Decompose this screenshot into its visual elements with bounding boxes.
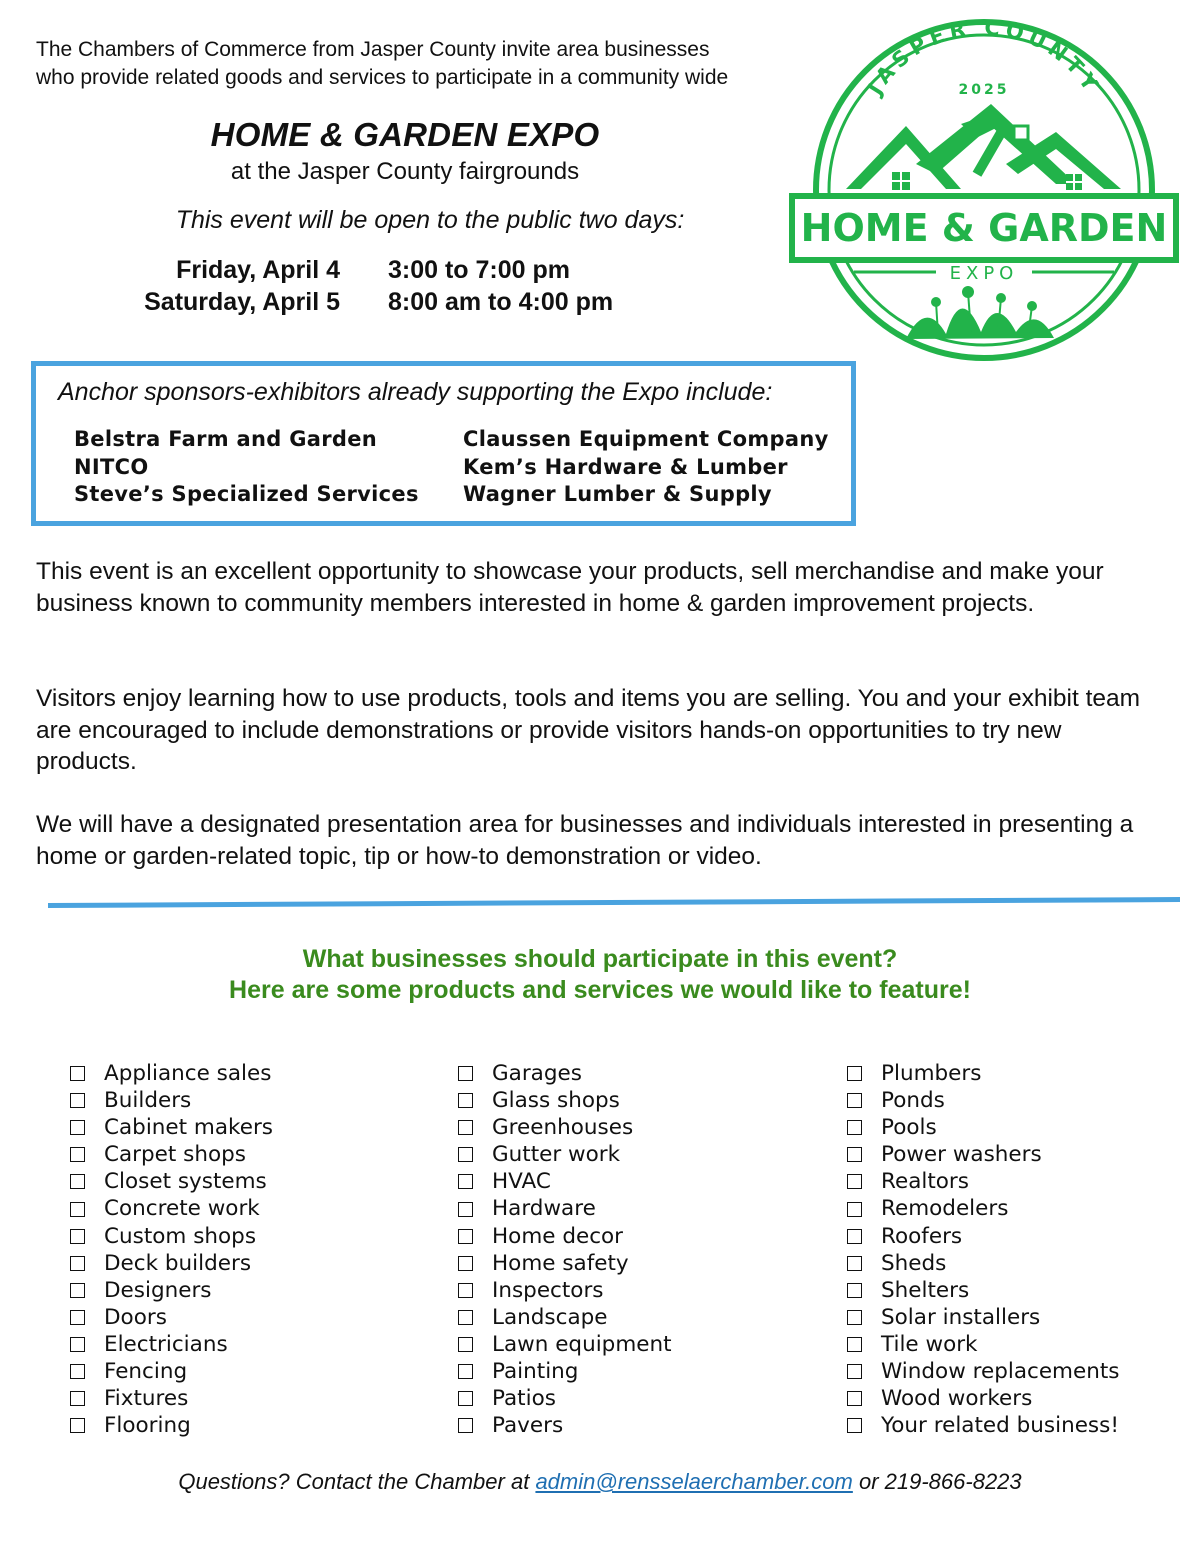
- checklist-item: [847, 1168, 1119, 1195]
- checklist-item: [70, 1385, 273, 1412]
- logo-year: 2025: [958, 82, 1010, 98]
- sponsors-right-column: [463, 426, 829, 509]
- checklist-label: Window replacements: [881, 1359, 1120, 1385]
- event-schedule: [100, 256, 700, 320]
- checklist-label: Pavers: [492, 1413, 564, 1439]
- checkbox-icon[interactable]: [70, 1364, 85, 1379]
- checklist-item: [458, 1141, 672, 1168]
- intro-text: [36, 36, 826, 92]
- checklist-column-2: [458, 1060, 672, 1439]
- checkbox-icon[interactable]: [458, 1310, 473, 1325]
- checkbox-icon[interactable]: [70, 1229, 85, 1244]
- checklist-label: Home safety: [492, 1250, 629, 1276]
- checkbox-icon[interactable]: [847, 1310, 862, 1325]
- checklist-label: Inspectors: [492, 1277, 604, 1303]
- checkbox-icon[interactable]: [847, 1174, 862, 1189]
- checklist-column-1: [70, 1060, 273, 1439]
- schedule-day: Friday, April 4: [176, 256, 340, 284]
- checkbox-icon[interactable]: [70, 1418, 85, 1433]
- checklist-label: Plumbers: [881, 1061, 982, 1086]
- checklist-item: [70, 1358, 273, 1385]
- checkbox-icon[interactable]: [458, 1391, 473, 1406]
- checklist-label: Power washers: [881, 1142, 1042, 1168]
- sponsors-box: [31, 361, 856, 526]
- checklist-item: [458, 1114, 672, 1141]
- expo-logo: [786, 14, 1182, 376]
- checkbox-icon[interactable]: [70, 1283, 85, 1298]
- checklist-label: Wood workers: [881, 1386, 1033, 1412]
- checklist-item: [458, 1385, 672, 1412]
- checklist-item: [70, 1060, 273, 1087]
- checkbox-icon[interactable]: [458, 1256, 473, 1271]
- checkbox-icon[interactable]: [847, 1147, 862, 1162]
- schedule-time: 3:00 to 7:00 pm: [388, 256, 571, 284]
- expo-open-note: This event will be open to the public two days:: [175, 206, 685, 234]
- checkbox-icon[interactable]: [70, 1174, 85, 1189]
- checklist-item: [70, 1304, 273, 1331]
- checkbox-icon[interactable]: [458, 1283, 473, 1298]
- checkbox-icon[interactable]: [458, 1418, 473, 1433]
- checkbox-icon[interactable]: [458, 1337, 473, 1352]
- checklist-label: Remodelers: [881, 1196, 1009, 1222]
- checklist-label: Realtors: [881, 1169, 969, 1195]
- contact-email-link[interactable]: admin@rensselaerchamber.com: [535, 1469, 853, 1494]
- checkbox-icon[interactable]: [847, 1283, 862, 1298]
- sponsor-name: Kem’s Hardware & Lumber: [463, 454, 788, 479]
- checklist-item: [847, 1385, 1119, 1412]
- checklist-label: Gutter work: [492, 1142, 621, 1168]
- checkbox-icon[interactable]: [70, 1093, 85, 1108]
- checklist-label: Doors: [104, 1304, 167, 1330]
- checklist-item: [458, 1358, 672, 1385]
- paragraph-presentation: We will have a designated presentation area for businesses and individuals interested in presenting a home or garden-related topic, tip or how-to demonstration or video.: [36, 811, 1134, 870]
- paragraph-opportunity: This event is an excellent opportunity to showcase your products, sell merchandise and make your business known to community members interested in home & garden improvement projects.: [36, 558, 1104, 617]
- checkbox-icon[interactable]: [70, 1147, 85, 1162]
- checklist-item: [847, 1195, 1119, 1222]
- checklist-label: Landscape: [492, 1304, 608, 1330]
- checkbox-icon[interactable]: [458, 1066, 473, 1081]
- intro-line-2: who provide related goods and services to participate in a community wide: [36, 66, 729, 89]
- checkbox-icon[interactable]: [847, 1391, 862, 1406]
- checklist-label: Custom shops: [104, 1223, 257, 1249]
- checklist-item: [458, 1250, 672, 1277]
- feature-question: What businesses should participate in this event?: [302, 945, 898, 973]
- checkbox-icon[interactable]: [847, 1229, 862, 1244]
- checkbox-icon[interactable]: [847, 1256, 862, 1271]
- schedule-time: 8:00 am to 4:00 pm: [388, 288, 614, 316]
- checklist-label: Home decor: [492, 1223, 624, 1249]
- sponsor-name: NITCO: [74, 454, 149, 479]
- checklist-item: [847, 1060, 1119, 1087]
- garden-plants-icon: [906, 286, 1054, 339]
- checklist-label: Cabinet makers: [104, 1115, 273, 1141]
- checkbox-icon[interactable]: [70, 1202, 85, 1217]
- checklist-item: [458, 1168, 672, 1195]
- checkbox-icon[interactable]: [70, 1066, 85, 1081]
- checklist-item: [458, 1060, 672, 1087]
- intro-line-1: The Chambers of Commerce from Jasper County invite area businesses: [36, 38, 710, 61]
- checkbox-icon[interactable]: [847, 1364, 862, 1379]
- sponsors-left-column: [74, 426, 419, 509]
- checklist-label: Fencing: [104, 1359, 188, 1385]
- checklist-item: [847, 1277, 1119, 1304]
- sponsor-name: Claussen Equipment Company: [463, 427, 829, 451]
- checklist-label: Glass shops: [492, 1088, 620, 1114]
- checkbox-icon[interactable]: [847, 1093, 862, 1108]
- sponsor-name: Wagner Lumber & Supply: [463, 482, 772, 506]
- checklist-label: Deck builders: [104, 1250, 252, 1276]
- expo-title: HOME & GARDEN EXPO: [210, 116, 600, 153]
- checkbox-icon[interactable]: [70, 1391, 85, 1406]
- expo-location: at the Jasper County fairgrounds: [230, 158, 580, 185]
- checklist-item: [70, 1114, 273, 1141]
- checkbox-icon[interactable]: [458, 1120, 473, 1135]
- checklist-item: [458, 1087, 672, 1114]
- contact-footer: [0, 1469, 1200, 1495]
- logo-subtitle: EXPO: [949, 263, 1019, 284]
- checklist-label: Concrete work: [104, 1196, 260, 1222]
- logo-arc-text: JASPER COUNTY: [862, 15, 1106, 100]
- checklist-item: [847, 1114, 1119, 1141]
- checklist-label: Solar installers: [881, 1304, 1041, 1330]
- checkbox-icon[interactable]: [458, 1364, 473, 1379]
- checklist-label: Greenhouses: [492, 1115, 634, 1141]
- checkbox-icon[interactable]: [70, 1337, 85, 1352]
- checklist-item: [847, 1087, 1119, 1114]
- checklist-item: [70, 1412, 273, 1439]
- checkbox-icon[interactable]: [847, 1120, 862, 1135]
- checklist-label: Hardware: [492, 1196, 596, 1222]
- checklist-label: Carpet shops: [104, 1142, 246, 1168]
- checklist-item: [458, 1195, 672, 1222]
- checklist-column-3: [847, 1060, 1119, 1439]
- checklist-item: [70, 1141, 273, 1168]
- checkbox-icon[interactable]: [458, 1202, 473, 1217]
- section-divider: [48, 897, 1180, 909]
- checklist-label: Builders: [104, 1088, 192, 1114]
- checklist-item: [70, 1195, 273, 1222]
- expo-logo-graphic: [786, 14, 1182, 376]
- footer-prefix: Questions? Contact the Chamber at: [178, 1469, 536, 1494]
- checklist-item: [458, 1277, 672, 1304]
- checklist-item: [458, 1412, 672, 1439]
- checklist-label: Lawn equipment: [492, 1331, 672, 1357]
- checkbox-icon[interactable]: [847, 1202, 862, 1217]
- checklist-item: [847, 1331, 1119, 1358]
- checklist-label: Designers: [104, 1277, 212, 1303]
- checklist-item: [847, 1250, 1119, 1277]
- checkbox-icon[interactable]: [70, 1256, 85, 1271]
- checkbox-icon[interactable]: [847, 1337, 862, 1352]
- logo-title: HOME & GARDEN: [800, 206, 1168, 250]
- checklist-label: Your related business!: [881, 1413, 1119, 1439]
- feature-answer: Here are some products and services we would like to feature!: [229, 976, 971, 1004]
- schedule-row: [100, 288, 700, 320]
- checklist-item: [847, 1358, 1119, 1385]
- checkbox-icon[interactable]: [847, 1066, 862, 1081]
- sponsors-heading: Anchor sponsors-exhibitors already supporting the Expo include:: [58, 378, 773, 406]
- sponsor-name: Steve’s Specialized Services: [74, 482, 419, 506]
- footer-suffix: or 219-866-8223: [852, 1469, 1022, 1494]
- checklist-label: Fixtures: [104, 1386, 189, 1412]
- checklist-item: [70, 1168, 273, 1195]
- checkbox-icon[interactable]: [70, 1310, 85, 1325]
- checklist-item: [458, 1223, 672, 1250]
- checklist-label: Patios: [492, 1386, 556, 1412]
- checklist-label: Electricians: [104, 1331, 228, 1357]
- checkbox-icon[interactable]: [847, 1418, 862, 1433]
- checklist-item: [70, 1277, 273, 1304]
- checklist-item: [70, 1331, 273, 1358]
- checklist-item: [847, 1223, 1119, 1250]
- schedule-day: Saturday, April 5: [144, 288, 340, 316]
- checkbox-icon[interactable]: [458, 1147, 473, 1162]
- schedule-row: [100, 256, 700, 288]
- checklist-label: Shelters: [881, 1277, 970, 1303]
- checklist-label: Closet systems: [104, 1169, 267, 1195]
- checklist-label: Painting: [492, 1359, 579, 1385]
- checklist-item: [70, 1250, 273, 1277]
- checklist-item: [847, 1412, 1119, 1439]
- checklist-label: Tile work: [881, 1331, 978, 1357]
- checklist-item: [70, 1223, 273, 1250]
- checklist-item: [847, 1141, 1119, 1168]
- checkbox-icon[interactable]: [458, 1174, 473, 1189]
- checklist-item: [458, 1304, 672, 1331]
- paragraph-visitors: Visitors enjoy learning how to use products, tools and items you are selling. You and your exhibit team are encouraged to include demonstrations or provide visitors hands-on opportunities to try new products.: [36, 685, 1141, 775]
- checklist-label: Sheds: [881, 1250, 947, 1276]
- checklist-label: Ponds: [881, 1088, 945, 1114]
- checklist-label: Garages: [492, 1061, 582, 1086]
- checklist-item: [458, 1331, 672, 1358]
- checklist-item: [847, 1304, 1119, 1331]
- checklist-label: Appliance sales: [104, 1061, 272, 1086]
- checklist-label: Pools: [881, 1115, 937, 1141]
- checklist-label: HVAC: [492, 1169, 551, 1195]
- checkbox-icon[interactable]: [70, 1120, 85, 1135]
- checkbox-icon[interactable]: [458, 1229, 473, 1244]
- checkbox-icon[interactable]: [458, 1093, 473, 1108]
- checklist-label: Flooring: [104, 1413, 191, 1439]
- sponsor-name: Belstra Farm and Garden: [74, 427, 378, 451]
- checklist-label: Roofers: [881, 1223, 963, 1249]
- checklist-item: [70, 1087, 273, 1114]
